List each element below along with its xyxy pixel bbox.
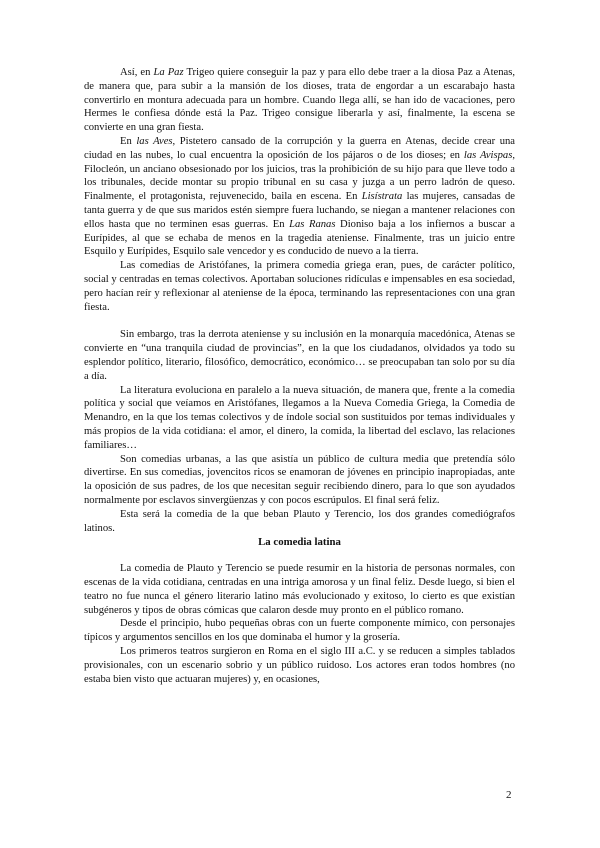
text-run: Esta será la comedia de la que beban Plauto y Terencio, los dos grandes comediógrafos latinos. [84, 508, 515, 534]
paragraph [84, 135, 515, 259]
work-title: Lisístrata [361, 191, 403, 203]
text-run: Sin embargo, tras la derrota ateniense y su inclusión en la monarquía macedónica, Atenas se convierte en “una tranquila ciudad de provincias”, en la que los ciudadanos, olvidados ya todo su esplendor político, literario, filosófico, democrático, económico… se preocupaban tan solo por su día a día. [84, 329, 515, 382]
paragraph [84, 562, 515, 617]
work-title: Las Ranas [289, 218, 336, 230]
paragraph [84, 328, 515, 383]
paragraph [84, 453, 515, 508]
text-run: Son comedias urbanas, a las que asistía un público de cultura media que pretendía sólo divertirse. En sus comedias, jovencitos ricos se enamoran de jóvenes en principio inapropiadas, ante la oposición de sus padres, de los que necesitan seguir recibiendo dinero, para lo que son ayudados normalmente por esclavos sinvergüenzas y con pocos escrúpulos. El final será feliz. [84, 453, 515, 506]
text-run: La literatura evoluciona en paralelo a la nueva situación, de manera que, frente a la comedia política y social que veíamos en Aristófanes, llegamos a la Nueva Comedia Griega, la Comedia de Menandro, en la que los temas colectivos y de índole social son sustituidos por temas individuales y más propios de la vida cotidiana: el amor, el dinero, la comida, la libertad del esclavo, las relaciones familiares… [84, 384, 515, 451]
text-run: Trigeo quiere conseguir la paz y para ello debe traer a la diosa Paz a Atenas, de manera que, para subir a la mansión de los dioses, trata de engordar a un escarabajo hasta convertirlo en montura adecuada para un hombre. Cuando llega allí, se han ido de vacaciones, pero Hermes le confiesa dónde está la Paz. Trigeo consigue liberarla y así, finalmente, la escena se convierte en una gran fiesta. [84, 67, 515, 134]
section-title: La comedia latina [258, 536, 341, 549]
paragraph [84, 384, 515, 453]
work-title: La Paz [153, 67, 184, 78]
paragraph [84, 617, 515, 645]
page-number: 2 [506, 789, 512, 801]
paragraph [84, 508, 515, 536]
work-title: las Aves [136, 135, 173, 147]
text-run: La comedia de Plauto y Terencio se puede resumir en la historia de personas normales, con escenas de la vida cotidiana, centradas en una intriga amorosa y un final feliz. Desde luego, si bien el teatro no fue nunca el género literario latino más evolucionado y exitoso, lo cierto es que existían subgéneros y tipos de obras cómicas que calaron desde muy pronto en el público romano. [84, 563, 515, 616]
paragraph [84, 66, 515, 135]
work-title: las Avispas [463, 149, 513, 161]
text-run: Las comedias de Aristófanes, la primera comedia griega eran, pues, de carácter político, social y centradas en temas colectivos. Aportaban soluciones ridículas e impensables en esa sociedad, pero hacían reír y reflexionar al ateniense de la época, terminando las representaciones con una gran fiesta. [84, 260, 515, 313]
text-run: las mujeres, cansadas de tanta guerra y de que sus maridos estén siempre fuera luchando, se niegan a mantener relaciones con ellos hasta que no terminen esas guerras. En [84, 191, 515, 230]
text-run: Así, en [120, 67, 154, 78]
page-body [84, 66, 515, 686]
text-run: , Filocleón, un anciano obsesionado por los juicios, tras la prohibición de su hijo para que lleve todo a los tribunales, decide montar su propio tribunal en su casa y juzga a un perro ladrón de queso. Finalmente, el protagonista, rejuvenecido, baila en escena. En [84, 149, 515, 203]
text-run: Dioniso baja a los infiernos a buscar a Eurípides, al que se echaba de menos en la tragedia ateniense. Finalmente, tras un juicio entre Esquilo y Eurípides, Esquilo sale vencedor y es conducido de nuevo a la tierra. [84, 218, 515, 258]
text-run: Los primeros teatros surgieron en Roma en el siglo III a.C. y se reducen a simples tablados provisionales, con un escenario sobrio y un público ruidoso. Los actores eran todos hombres (no estaba bien visto que actuaran mujeres) y, en ocasiones, [84, 646, 515, 685]
text-run: , Pistetero cansado de la corrupción y la guerra en Atenas, decide crear una ciudad en las nubes, lo cual encuentra la oposición de los pájaros o de los dioses; en [84, 135, 516, 161]
paragraph [84, 645, 515, 686]
text-run: En [120, 135, 137, 147]
paragraph [84, 259, 515, 314]
text-run: Desde el principio, hubo pequeñas obras con un fuerte componente mímico, con personajes típicos y argumentos sencillos en los que dominaba el humor y la grosería. [84, 618, 515, 644]
